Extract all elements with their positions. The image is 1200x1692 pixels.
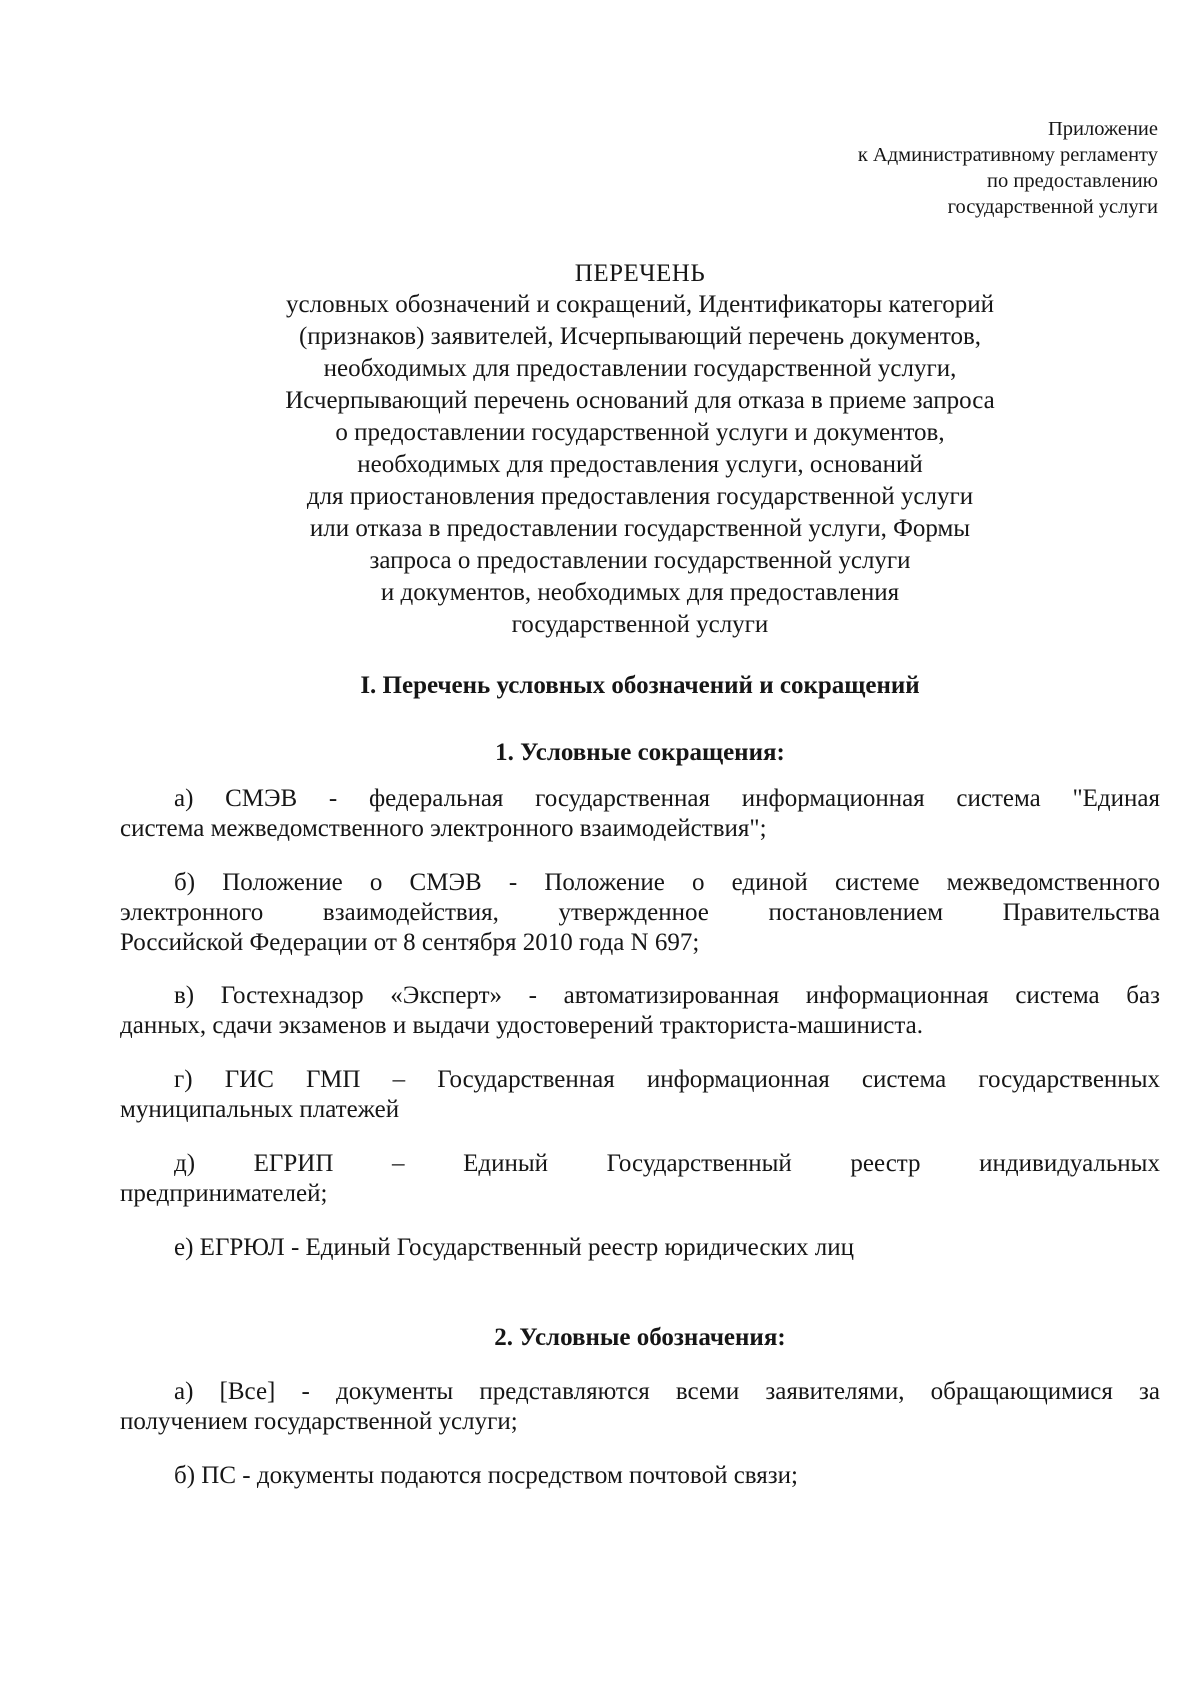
paragraph-line: б) Положение о СМЭВ - Положение о единой системе межведомственного <box>174 869 1160 896</box>
abbrev-item-e <box>120 1233 1160 1263</box>
title-line: запроса о предоставлении государственной услуги <box>369 547 911 574</box>
annex-line: к Административному регламенту <box>857 144 1158 166</box>
paragraph-line: б) ПС - документы подаются посредством почтовой связи; <box>174 1462 798 1489</box>
paragraph-line: электронного взаимодействия, утвержденное постановлением Правительства <box>120 899 1160 926</box>
title-line: или отказа в предоставлении государственной услуги, Формы <box>309 515 971 542</box>
paragraph-line: получением государственной услуги; <box>120 1408 518 1435</box>
word: – <box>392 1150 405 1177</box>
word: Государственный <box>606 1150 792 1177</box>
subsection-1-heading: 1. Условные сокращения: <box>495 739 785 766</box>
title-main: ПЕРЕЧЕНЬ <box>574 260 706 287</box>
title-line: о предоставлении государственной услуги и документов, <box>335 419 945 446</box>
title-line: Исчерпывающий перечень оснований для отказа в приеме запроса <box>285 387 995 414</box>
paragraph-line: а) [Все] - документы представляются всеми заявителями, обращающимися за <box>174 1378 1160 1405</box>
abbrev-item-b <box>120 868 1160 958</box>
title-line: (признаков) заявителей, Исчерпывающий перечень документов, <box>298 323 982 350</box>
word: индивидуальных <box>979 1150 1160 1177</box>
annex-line: государственной услуги <box>947 196 1158 218</box>
document-title <box>120 258 1160 641</box>
abbrev-item-v <box>120 981 1160 1041</box>
paragraph-line: система межведомственного электронного взаимодействия"; <box>120 815 767 842</box>
title-line: для приостановления предоставления государственной услуги <box>306 483 974 510</box>
annex-header <box>738 116 1158 220</box>
word: реестр <box>850 1150 921 1177</box>
abbrev-item-g <box>120 1065 1160 1125</box>
notation-item-b <box>120 1461 1160 1491</box>
title-line: необходимых для предоставления услуги, оснований <box>357 451 923 478</box>
abbrev-item-a <box>120 784 1160 844</box>
section-1-heading: I. Перечень условных обозначений и сокращений <box>360 672 920 699</box>
title-line: условных обозначений и сокращений, Идентификаторы категорий <box>286 291 994 318</box>
title-line: необходимых для предоставлении государственной услуги, <box>323 355 957 382</box>
word: Единый <box>463 1150 549 1177</box>
paragraph-line <box>120 1149 1160 1179</box>
subsection-2-heading: 2. Условные обозначения: <box>494 1324 786 1351</box>
annex-line: Приложение <box>1047 118 1158 140</box>
paragraph-line: предпринимателей; <box>120 1180 328 1207</box>
paragraph-line: е) ЕГРЮЛ - Единый Государственный реестр юридических лиц <box>174 1234 854 1261</box>
title-line: государственной услуги <box>511 611 769 638</box>
word: ЕГРИП <box>253 1150 334 1177</box>
notation-item-a <box>120 1377 1160 1437</box>
paragraph-line: а) СМЭВ - федеральная государственная информационная система "Единая <box>174 785 1160 812</box>
paragraph-line: муниципальных платежей <box>120 1096 400 1123</box>
title-subtitle <box>120 289 1160 641</box>
paragraph-line: в) Гостехнадзор «Эксперт» - автоматизированная информационная система баз <box>174 982 1160 1009</box>
word: д) <box>174 1150 196 1177</box>
paragraph-line: Российской Федерации от 8 сентября 2010 года N 697; <box>120 929 700 956</box>
title-line: и документов, необходимых для предоставления <box>380 579 900 606</box>
paragraph-line: г) ГИС ГМП – Государственная информационная система государственных <box>174 1066 1160 1093</box>
paragraph-line: данных, сдачи экзаменов и выдачи удостоверений тракториста-машиниста. <box>120 1012 923 1039</box>
annex-line: по предоставлению <box>987 170 1158 192</box>
abbrev-item-d <box>120 1149 1160 1209</box>
